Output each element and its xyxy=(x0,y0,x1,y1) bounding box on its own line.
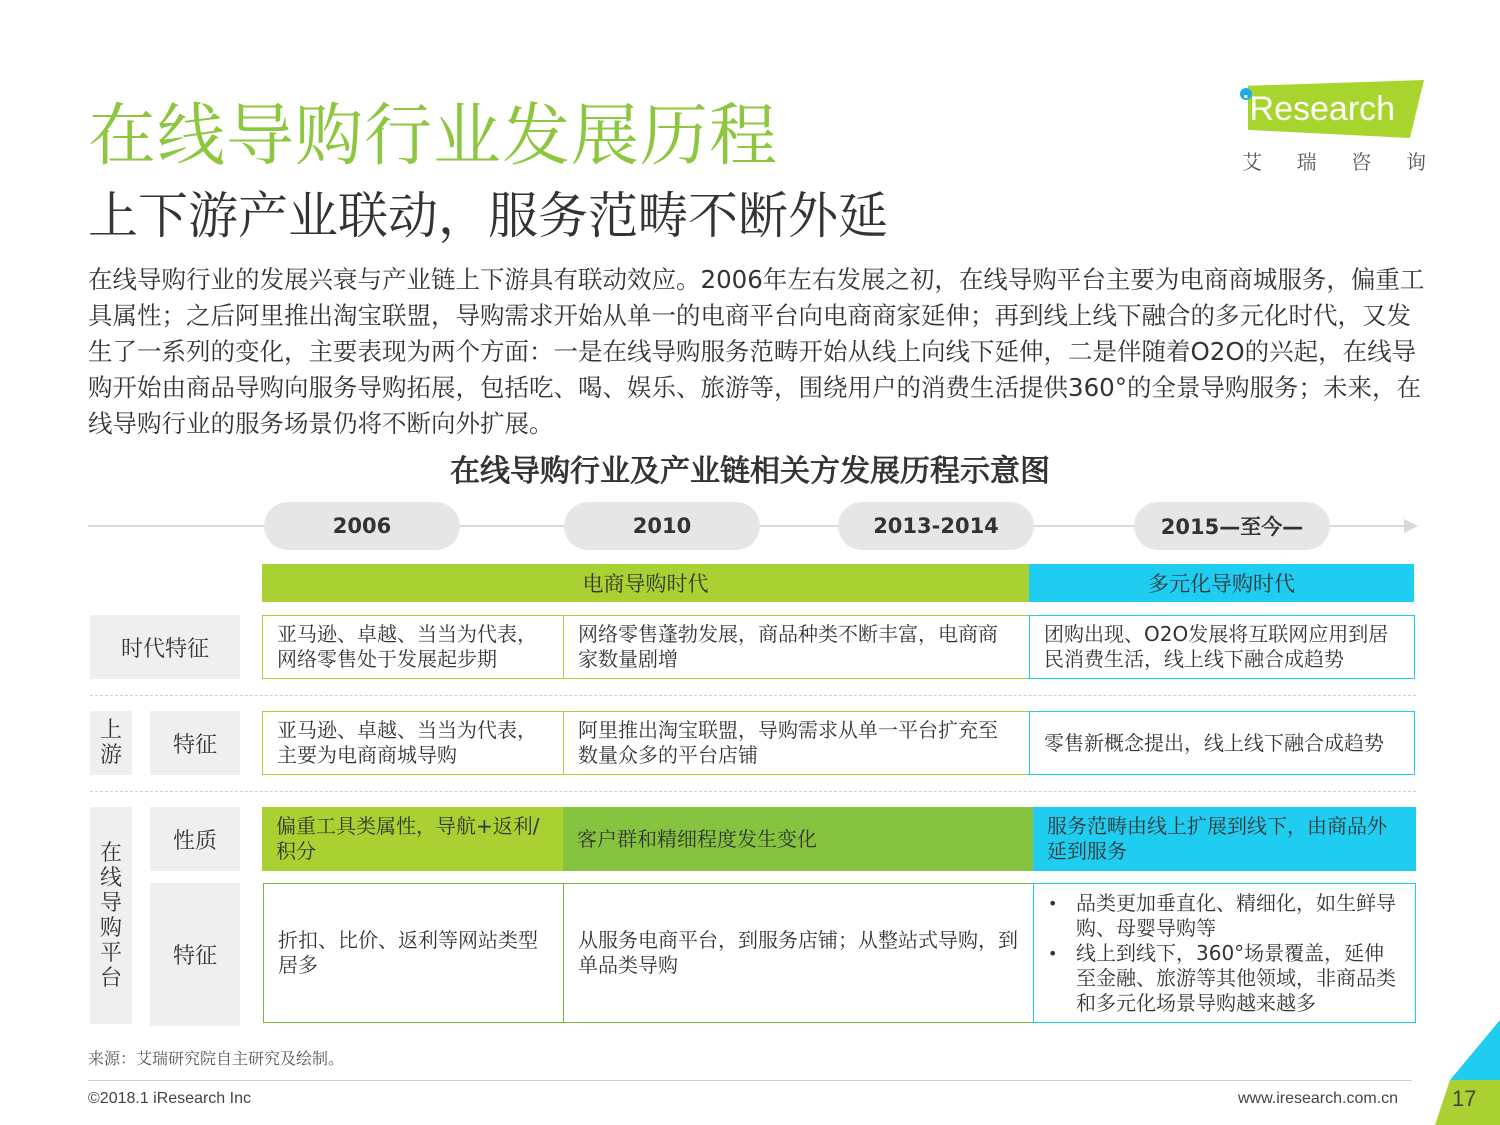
year-2013-2014: 2013-2014 xyxy=(838,502,1034,550)
era-diversified: 多元化导购时代 xyxy=(1029,564,1414,602)
footer-divider xyxy=(88,1080,1412,1081)
diagram-title: 在线导购行业及产业链相关方发展历程示意图 xyxy=(450,454,1050,489)
cell-text: 零售新概念提出，线上线下融合成趋势 xyxy=(1044,730,1384,755)
nature-cell-2010 xyxy=(563,807,1033,871)
group-label-char: 购 xyxy=(99,915,122,941)
cell-text: 亚马逊、卓越、当当为代表，主要为电商商城导购 xyxy=(277,718,537,767)
row-label-era-features: 时代特征 xyxy=(90,615,240,679)
group-label-char: 线 xyxy=(99,865,122,891)
group-label-char: 上 xyxy=(99,718,122,743)
logo-cn-char: 艾 xyxy=(1242,150,1262,174)
era-ecommerce: 电商导购时代 xyxy=(262,564,1029,602)
logo-cn-char: 咨 xyxy=(1351,150,1372,174)
platform-features-cell-2015 xyxy=(1033,883,1416,1023)
era-features-cell-2015 xyxy=(1029,615,1415,679)
cell-text: 网络零售蓬勃发展，商品种类不断丰富，电商商家数量剧增 xyxy=(578,622,998,671)
nature-cell-2015 xyxy=(1033,807,1416,871)
group-label-platform xyxy=(90,807,132,1024)
row-label-platform-features: 特征 xyxy=(150,883,240,1026)
bullet-list xyxy=(1046,891,1403,1016)
website-link[interactable]: www.iresearch.com.cn xyxy=(1238,1090,1399,1107)
logo-cn-text xyxy=(1242,146,1426,175)
platform-features-cell-2010 xyxy=(563,883,1034,1023)
upstream-cell-2010 xyxy=(563,711,1030,775)
page-title: 在线导购行业发展历程 xyxy=(88,97,779,176)
platform-features-cell-2006 xyxy=(263,883,564,1023)
bullet-item: • 品类更加垂直化、精细化，如生鲜导购、母婴导购等 xyxy=(1046,891,1403,941)
cell-text: 客户群和精细程度发生变化 xyxy=(577,826,817,851)
cell-text: 偏重工具类属性，导航+返利/积分 xyxy=(276,814,540,863)
cell-text: 折扣、比价、返利等网站类型居多 xyxy=(278,928,538,977)
timeline-arrow-icon xyxy=(1404,519,1418,533)
group-label-char: 平 xyxy=(99,940,122,966)
logo-text: iResearch xyxy=(1242,90,1396,128)
row-divider xyxy=(90,695,1416,696)
bullet-item: • 线上到线下，360°场景覆盖，延伸至金融、旅游等其他领域，非商品类和多元化场景导购越来越多 xyxy=(1046,941,1403,1016)
iresearch-logo xyxy=(1240,80,1430,180)
cell-text: 阿里推出淘宝联盟，导购需求从单一平台扩充至数量众多的平台店铺 xyxy=(578,718,998,767)
year-2010: 2010 xyxy=(564,502,760,550)
upstream-cell-2015 xyxy=(1029,711,1415,775)
page-number: 17 xyxy=(1452,1086,1477,1111)
group-label-char: 游 xyxy=(99,743,122,768)
cell-text: 亚马逊、卓越、当当为代表，网络零售处于发展起步期 xyxy=(277,622,537,671)
era-features-cell-2006 xyxy=(262,615,564,679)
cell-text: 从服务电商平台，到服务店铺；从整站式导购，到单品类导购 xyxy=(578,928,1018,977)
group-label-upstream xyxy=(90,711,132,775)
copyright: ©2018.1 iResearch Inc xyxy=(88,1090,251,1107)
cell-text: 服务范畴由线上扩展到线下，由商品外延到服务 xyxy=(1047,814,1387,863)
row-label-platform-nature: 性质 xyxy=(150,807,240,871)
nature-cell-2006 xyxy=(262,807,564,871)
year-2006: 2006 xyxy=(264,502,460,550)
era-features-cell-2010 xyxy=(563,615,1030,679)
logo-cn-char: 询 xyxy=(1405,150,1426,174)
intro-paragraph: 在线导购行业的发展兴衰与产业链上下游具有联动效应。2006年左右发展之初，在线导购平台主要为电商商城服务，偏重工具属性；之后阿里推出淘宝联盟，导购需求开始从单一的电商平台向电商商家延伸；再到线上线下融合的多元化时代，又发生了一系列的变化，主要表现为两个方面：一是在线导购服务范畴开始从线上向线下延伸，二是伴随着O2O的兴起，在线导购开始由商品导购向服务导购拓展，包括吃、喝、娱乐、旅游等，围绕用户的消费生活提供360°的全景导购服务；未来，在线导购行业的服务场景仍将不断向外扩展。 xyxy=(88,265,1425,438)
group-label-char: 导 xyxy=(99,890,122,916)
group-label-char: 在 xyxy=(99,840,122,866)
group-label-char: 台 xyxy=(99,965,122,991)
row-label-upstream-features: 特征 xyxy=(150,711,240,775)
row-divider xyxy=(90,791,1416,792)
year-2015-now: 2015—至今— xyxy=(1134,502,1330,550)
page-subtitle: 上下游产业联动，服务范畴不断外延 xyxy=(88,187,888,245)
cell-text: 团购出现、O2O发展将互联网应用到居民消费生活，线上线下融合成趋势 xyxy=(1044,622,1389,671)
logo-cn-char: 瑞 xyxy=(1296,150,1317,174)
upstream-cell-2006 xyxy=(262,711,564,775)
source-note: 来源：艾瑞研究院自主研究及绘制。 xyxy=(88,1049,345,1068)
